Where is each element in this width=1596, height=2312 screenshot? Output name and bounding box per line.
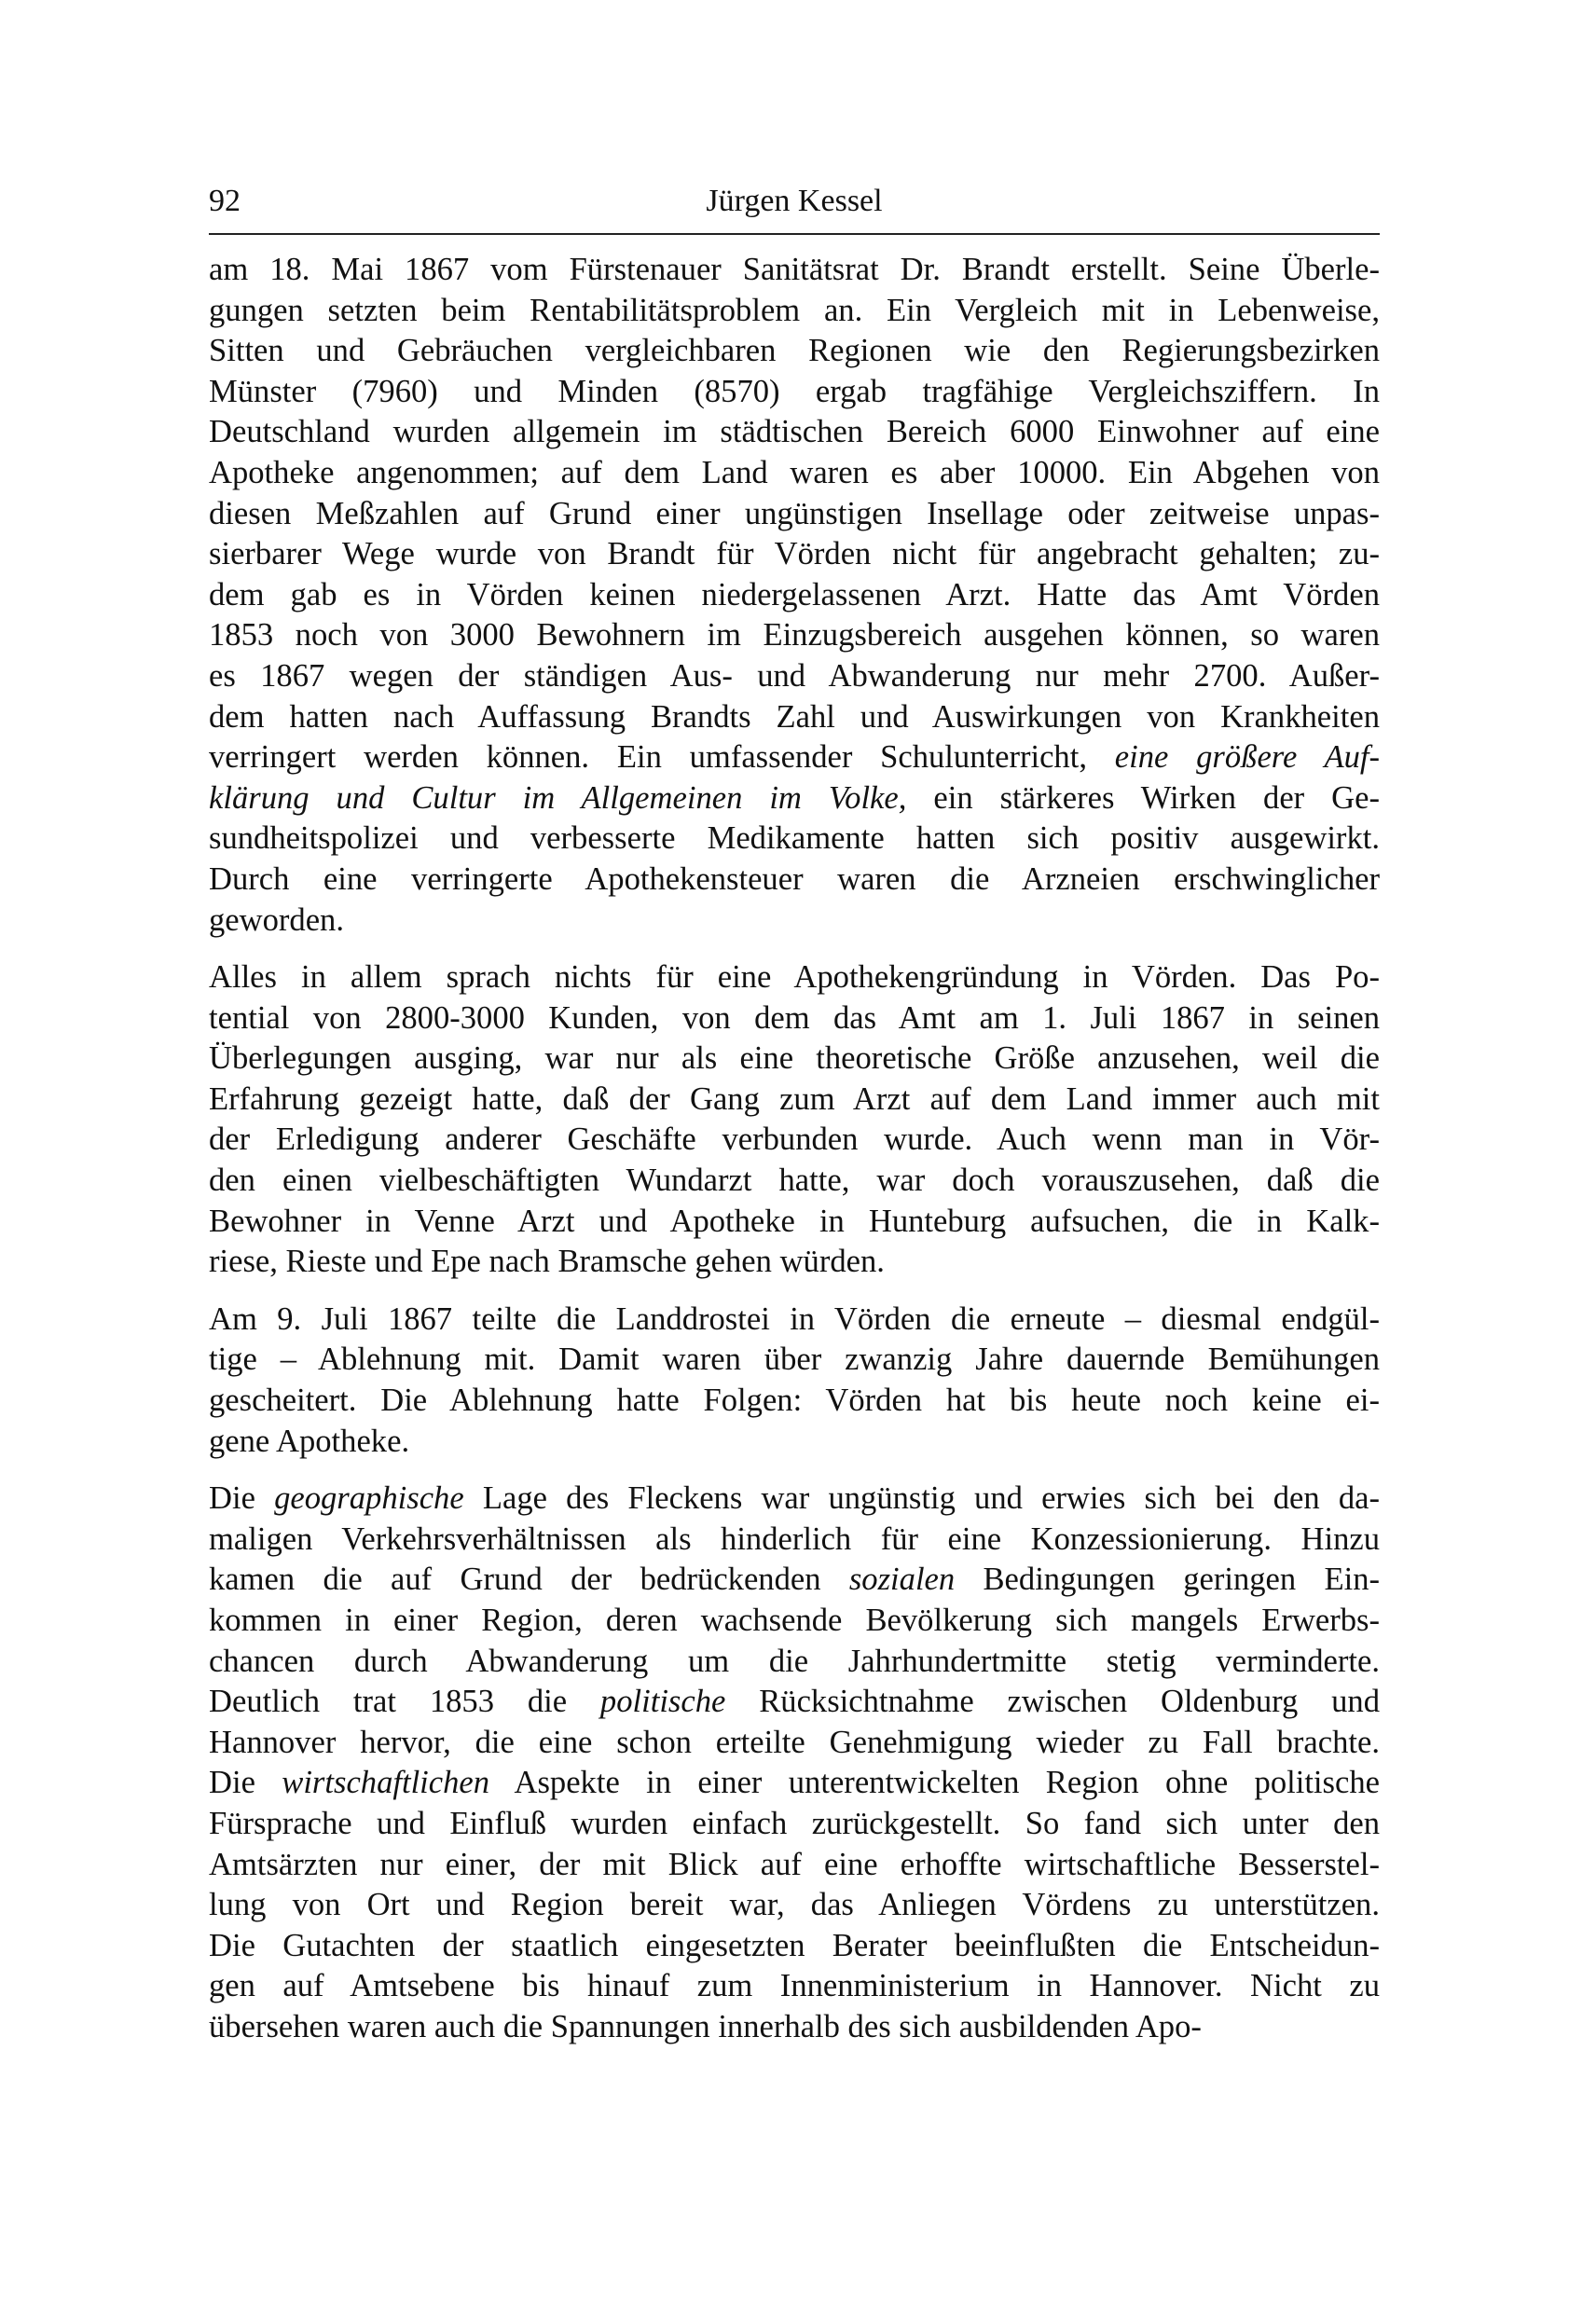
text-line xyxy=(209,737,1380,778)
text-line xyxy=(209,1885,1380,1926)
text-segment: Aspekte in einer unterentwickelten Region ohne politische xyxy=(489,1765,1380,1801)
italic-text: sozialen xyxy=(848,1562,956,1598)
text-segment: der Erledigung anderer Geschäfte verbunden wurde. Auch wenn man in Vör- xyxy=(209,1122,1380,1158)
text-segment: Hannover hervor, die eine schon erteilte Genehmigung wieder zu Fall brachte. xyxy=(209,1724,1380,1760)
text-line xyxy=(209,331,1380,372)
text-segment: kamen die auf Grund der bedrückenden xyxy=(209,1562,849,1598)
text-segment: Apotheke angenommen; auf dem Land waren es aber 10000. Ein Abgehen von xyxy=(209,454,1380,490)
text-line xyxy=(209,1381,1380,1422)
text-line xyxy=(209,957,1380,998)
text-segment: gungen setzten beim Rentabilitätsproblem an. Ein Vergleich mit in Lebenweise, xyxy=(209,292,1380,328)
text-segment: Sitten und Gebräuchen vergleichbaren Regionen wie den Regierungsbezirken xyxy=(209,333,1380,369)
italic-text: klärung und Cultur im Allgemeinen im Volke, xyxy=(209,779,907,816)
text-line xyxy=(209,1845,1380,1886)
text-line xyxy=(209,1642,1380,1683)
body-text xyxy=(209,250,1380,2065)
text-line xyxy=(209,901,1380,942)
text-segment: Die xyxy=(209,1765,282,1801)
text-line xyxy=(209,1560,1380,1601)
page-number: 92 xyxy=(209,184,241,218)
italic-text: politische xyxy=(599,1684,726,1720)
text-segment: Amtsärzten nur einer, der mit Blick auf eine erhoffte wirtschaftliche Besserstel- xyxy=(209,1846,1380,1882)
text-line xyxy=(209,1039,1380,1080)
text-segment: geworden. xyxy=(209,901,344,938)
text-segment: Die xyxy=(209,1480,275,1517)
text-segment: Durch eine verringerte Apothekensteuer waren die Arzneien erschwinglicher xyxy=(209,860,1380,897)
text-segment: kommen in einer Region, deren wachsende Bevölkerung sich mangels Erwerbs- xyxy=(209,1603,1380,1638)
text-segment: verringert werden können. Ein umfassender Schulunterricht, xyxy=(209,739,1115,776)
text-segment: Die Gutachten der staatlich eingesetzten Berater beeinflußten die Entscheidun- xyxy=(209,1927,1380,1963)
paragraph xyxy=(209,250,1380,941)
text-line xyxy=(209,372,1380,413)
paragraph xyxy=(209,957,1380,1283)
text-segment: dem gab es in Vörden keinen niedergelassenen Arzt. Hatte das Amt Vörden xyxy=(209,576,1380,612)
text-segment: Rücksichtnahme zwischen Oldenburg und xyxy=(725,1684,1380,1720)
text-line xyxy=(209,656,1380,697)
text-line xyxy=(209,1479,1380,1520)
text-line xyxy=(209,575,1380,616)
text-segment: Bedingungen geringen Ein- xyxy=(955,1562,1380,1598)
text-line xyxy=(209,1723,1380,1764)
text-line xyxy=(209,1340,1380,1381)
text-segment: Überlegungen ausging, war nur als eine theoretische Größe anzusehen, weil die xyxy=(209,1040,1380,1077)
text-segment: übersehen waren auch die Spannungen innerhalb des sich ausbildenden Apo- xyxy=(209,2008,1202,2044)
text-segment: gene Apotheke. xyxy=(209,1423,410,1459)
italic-text: eine größere Auf- xyxy=(1114,739,1380,776)
text-segment: Erfahrung gezeigt hatte, daß der Gang zum Arzt auf dem Land immer auch mit xyxy=(209,1080,1380,1117)
text-segment: ein stärkeres Wirken der Ge- xyxy=(906,779,1380,816)
text-line xyxy=(209,1804,1380,1845)
text-line xyxy=(209,778,1380,819)
italic-text: geographische xyxy=(274,1480,464,1517)
text-line xyxy=(209,1300,1380,1341)
text-segment: riese, Rieste und Epe nach Bramsche gehen würden. xyxy=(209,1244,885,1280)
text-line xyxy=(209,860,1380,901)
text-line xyxy=(209,1422,1380,1463)
text-line xyxy=(209,453,1380,494)
header-rule xyxy=(209,233,1380,235)
text-line xyxy=(209,819,1380,860)
page-header xyxy=(209,183,1380,229)
text-segment: maligen Verkehrsverhältnissen als hinderlich für eine Konzessionierung. Hinzu xyxy=(209,1521,1380,1557)
text-line xyxy=(209,250,1380,291)
text-segment: Fürsprache und Einfluß wurden einfach zurückgestellt. So fand sich unter den xyxy=(209,1805,1380,1841)
text-line xyxy=(209,2007,1380,2048)
text-segment: es 1867 wegen der ständigen Aus- und Abwanderung nur mehr 2700. Außer- xyxy=(209,657,1380,694)
text-segment: tige – Ablehnung mit. Damit waren über zwanzig Jahre dauernde Bemühungen xyxy=(209,1342,1380,1378)
text-line xyxy=(209,1601,1380,1642)
text-line xyxy=(209,615,1380,656)
text-line xyxy=(209,697,1380,738)
text-segment: Bewohner in Venne Arzt und Apotheke in Hunteburg aufsuchen, die in Kalk- xyxy=(209,1203,1380,1239)
text-line xyxy=(209,1966,1380,2007)
text-segment: gen auf Amtsebene bis hinauf zum Innenministerium in Hannover. Nicht zu xyxy=(209,1968,1380,2004)
text-segment: Münster (7960) und Minden (8570) ergab tragfähige Vergleichsziffern. In xyxy=(209,373,1380,409)
text-line xyxy=(209,494,1380,535)
text-segment: diesen Meßzahlen auf Grund einer ungünstigen Insellage oder zeitweise unpas- xyxy=(209,495,1380,531)
text-segment: Deutschland wurden allgemein im städtischen Bereich 6000 Einwohner auf eine xyxy=(209,414,1380,450)
italic-text: wirtschaftlichen xyxy=(282,1765,490,1801)
text-line xyxy=(209,1242,1380,1283)
text-segment: 1853 noch von 3000 Bewohnern im Einzugsbereich ausgehen können, so waren xyxy=(209,617,1380,654)
text-line xyxy=(209,1520,1380,1561)
text-line xyxy=(209,1763,1380,1804)
text-line xyxy=(209,1202,1380,1243)
text-line xyxy=(209,1080,1380,1121)
text-segment: den einen vielbeschäftigten Wundarzt hatte, war doch vorauszusehen, daß die xyxy=(209,1163,1380,1199)
text-line xyxy=(209,1682,1380,1723)
running-head: Jürgen Kessel xyxy=(706,184,883,218)
text-line xyxy=(209,1120,1380,1161)
text-segment: Lage des Fleckens war ungünstig und erwies sich bei den da- xyxy=(463,1480,1380,1517)
text-line xyxy=(209,998,1380,1039)
text-line xyxy=(209,291,1380,332)
text-segment: dem hatten nach Auffassung Brandts Zahl und Auswirkungen von Krankheiten xyxy=(209,698,1380,735)
text-segment: am 18. Mai 1867 vom Fürstenauer Sanitätsrat Dr. Brandt erstellt. Seine Überle- xyxy=(209,252,1380,287)
text-segment: chancen durch Abwanderung um die Jahrhundertmitte stetig verminderte. xyxy=(209,1643,1380,1679)
text-line xyxy=(209,1161,1380,1202)
paragraph xyxy=(209,1300,1380,1462)
text-segment: sierbarer Wege wurde von Brandt für Vörden nicht für angebracht gehalten; zu- xyxy=(209,536,1380,572)
paragraph xyxy=(209,1479,1380,2047)
text-segment: Am 9. Juli 1867 teilte die Landdrostei in Vörden die erneute – diesmal endgül- xyxy=(209,1300,1380,1337)
text-segment: gescheitert. Die Ablehnung hatte Folgen: Vörden hat bis heute noch keine ei- xyxy=(209,1383,1380,1419)
text-segment: sundheitspolizei und verbesserte Medikamente hatten sich positiv ausgewirkt. xyxy=(209,820,1380,857)
text-line xyxy=(209,534,1380,575)
text-segment: Deutlich trat 1853 die xyxy=(209,1684,600,1720)
text-segment: tential von 2800-3000 Kunden, von dem das Amt am 1. Juli 1867 in seinen xyxy=(209,999,1380,1036)
text-line xyxy=(209,1926,1380,1967)
text-line xyxy=(209,412,1380,453)
text-segment: lung von Ort und Region bereit war, das Anliegen Vördens zu unterstützen. xyxy=(209,1887,1380,1923)
text-segment: Alles in allem sprach nichts für eine Apothekengründung in Vörden. Das Po- xyxy=(209,959,1380,996)
